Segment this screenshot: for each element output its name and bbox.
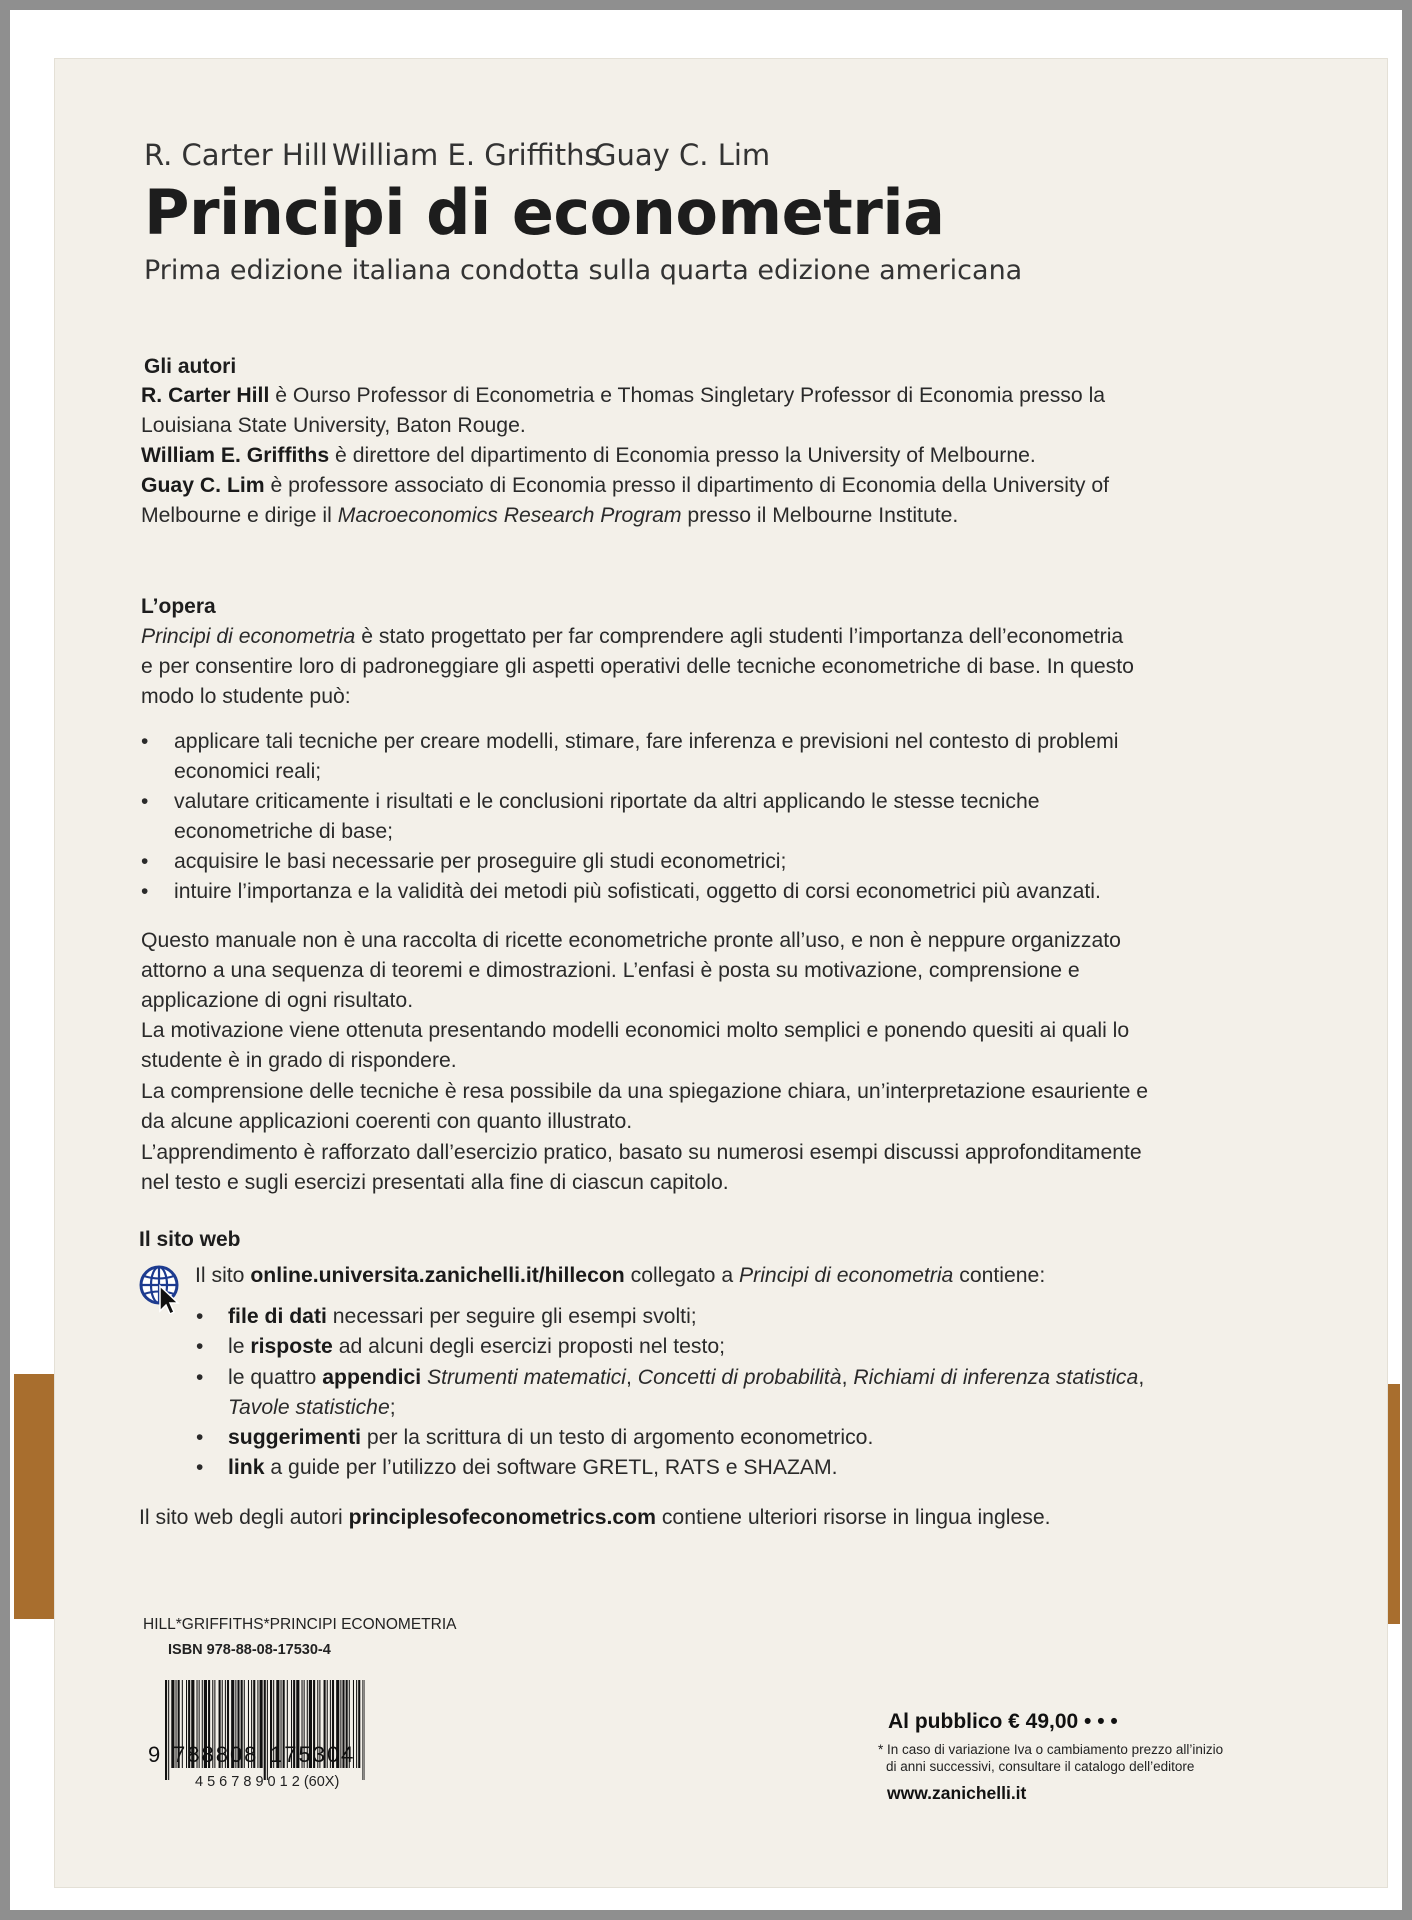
opera-intro-line3: modo lo studente può:	[141, 685, 351, 708]
catalog-code: HILL*GRIFFITHS*PRINCIPI ECONOMETRIA	[143, 1616, 457, 1633]
opera-bullet-1-line2: economici reali;	[174, 760, 322, 783]
price-label: Al pubblico € 49,00 • • •	[888, 1710, 1118, 1733]
barcode-bar	[168, 1680, 169, 1780]
bio-text: è Ourso Professor di Econometria e Thomas Singletary Professor di Economia presso la	[269, 384, 1106, 407]
sito-bullet-2	[228, 1335, 725, 1359]
barcode-bar	[362, 1680, 363, 1780]
opera-paragraph-line: nel testo e sugli esercizi presentati alla fine di ciascun capitolo.	[141, 1171, 729, 1194]
opera-bullet-4: intuire l’importanza e la validità dei metodi più sofisticati, oggetto di corsi econometrici più avanzati.	[174, 880, 1101, 903]
author-bio-hill-line1	[141, 384, 1105, 408]
section-heading-sito: Il sito web	[139, 1228, 241, 1251]
bio-text: è direttore del dipartimento di Economia presso la University of Melbourne.	[329, 444, 1036, 467]
barcode-digit-first: 9	[148, 1742, 161, 1767]
barcode-bar	[264, 1680, 266, 1780]
sito-text: ad alcuni degli esercizi proposti nel testo;	[332, 1335, 726, 1358]
bullet-marker: •	[141, 880, 149, 903]
sito-url-link[interactable]: online.universita.zanichelli.it/hillecon	[250, 1264, 625, 1287]
sito-text: ,	[1138, 1366, 1145, 1389]
sito-text: a guide per l’utilizzo dei software GRETL, RATS e SHAZAM.	[264, 1456, 838, 1479]
bold-term: link	[228, 1456, 265, 1479]
opera-bullet-3: acquisire le basi necessarie per proseguire gli studi econometrici;	[174, 850, 787, 873]
bullet-marker: •	[196, 1366, 204, 1389]
sito-text: Il sito	[195, 1264, 251, 1287]
sito-bullet-1	[228, 1305, 697, 1329]
italic-term: Tavole statistiche	[228, 1396, 390, 1419]
authors-site-line	[139, 1506, 1051, 1530]
author-bio-griffiths	[141, 444, 1036, 468]
isbn-label: ISBN 978-88-08-17530-4	[168, 1642, 331, 1658]
code-line: 4 5 6 7 8 9 0 1 2 (60X)	[195, 1774, 340, 1790]
barcode-bar	[356, 1680, 357, 1768]
author-bio-hill-line2: Louisiana State University, Baton Rouge.	[141, 414, 526, 437]
bullet-marker: •	[196, 1335, 204, 1358]
italic-term: Richiami di inferenza statistica	[853, 1366, 1139, 1389]
bio-name-lim: Guay C. Lim	[141, 474, 265, 497]
bullet-marker: •	[141, 730, 149, 753]
opera-paragraph-line: attorno a una sequenza di teoremi e dimostrazioni. L’enfasi è posta su motivazione, comprensione e	[141, 959, 1080, 982]
sito-bullet-3-line1	[228, 1366, 1144, 1390]
publisher-website-link[interactable]: www.zanichelli.it	[887, 1783, 1027, 1803]
barcode-bar	[260, 1680, 263, 1768]
bullet-marker: •	[196, 1456, 204, 1479]
program-name: Macroeconomics Research Program	[337, 504, 682, 527]
book-title-inline: Principi di econometria	[141, 625, 356, 648]
barcode-bar	[165, 1680, 167, 1780]
author-lim: Guay C. Lim	[594, 138, 771, 172]
author-bio-lim-line1	[141, 474, 1109, 498]
bullet-marker: •	[196, 1305, 204, 1328]
authors-site-url-link[interactable]: principlesofeconometrics.com	[348, 1506, 656, 1529]
bold-term: risposte	[250, 1335, 333, 1358]
italic-term: Strumenti matematici	[421, 1366, 627, 1389]
bio-text: è professore associato di Economia presso il dipartimento di Economia della University of	[264, 474, 1110, 497]
book-title: Principi di econometria	[144, 176, 945, 249]
bio-text: Melbourne e dirige il	[141, 504, 338, 527]
opera-intro-line2: e per consentire loro di padroneggiare gli aspetti operativi delle tecniche econometriche di base. In questo	[141, 655, 1134, 678]
opera-paragraph-line: La motivazione viene ottenuta presentando modelli economici molto semplici e ponendo quesiti ai quali lo	[141, 1019, 1130, 1042]
bold-term: suggerimenti	[228, 1426, 362, 1449]
opera-bullet-1-line1: applicare tali tecniche per creare modelli, stimare, fare inferenza e previsioni nel contesto di problemi	[174, 730, 1119, 753]
sito-bullet-5	[228, 1456, 838, 1480]
barcode-digits-group1: 788808	[173, 1742, 259, 1767]
book-subtitle: Prima edizione italiana condotta sulla quarta edizione americana	[144, 255, 1023, 286]
bold-term: file di dati	[228, 1305, 327, 1328]
book-title-inline: Principi di econometria	[739, 1264, 954, 1287]
barcode-bar	[358, 1680, 360, 1768]
opera-paragraph-line: da alcune applicazioni coerenti con quanto illustrato.	[141, 1110, 633, 1133]
opera-paragraph-line: La comprensione delle tecniche è resa possibile da una spiegazione chiara, un’interpretazione esauriente e	[141, 1080, 1149, 1103]
author-bio-lim-line2	[141, 504, 958, 528]
bio-name-griffiths: William E. Griffiths	[141, 444, 330, 467]
sito-text: collegato a	[624, 1264, 740, 1287]
sito-intro	[195, 1264, 1045, 1288]
sito-text: per la scrittura di un testo di argomento econometrico.	[361, 1426, 874, 1449]
section-heading-autori: Gli autori	[144, 355, 237, 378]
sito-text: necessari per seguire gli esempi svolti;	[326, 1305, 697, 1328]
sito-text: ,	[841, 1366, 854, 1389]
spine-band-left	[14, 1374, 54, 1619]
barcode-bar	[267, 1680, 268, 1780]
opera-paragraph-line: applicazione di ogni risultato.	[141, 989, 414, 1012]
opera-bullet-2-line2: econometriche di base;	[174, 820, 394, 843]
price-note-line1: * In caso di variazione Iva o cambiamento prezzo all’inizio	[878, 1742, 1224, 1757]
sito-text: contiene:	[953, 1264, 1046, 1287]
opera-paragraph-line: L’apprendimento è rafforzato dall’esercizio pratico, basato su numerosi esempi discussi approfonditamente	[141, 1141, 1142, 1164]
opera-paragraph-line: studente è in grado di rispondere.	[141, 1049, 457, 1072]
opera-paragraph-line: Questo manuale non è una raccolta di ricette econometriche pronte all’uso, e non è neppure organizzato	[141, 929, 1121, 952]
bio-name-hill: R. Carter Hill	[141, 384, 270, 407]
bullet-marker: •	[141, 850, 149, 873]
author-griffiths: William E. Griffiths	[332, 138, 600, 172]
opera-bullet-2-line1: valutare criticamente i risultati e le conclusioni riportate da altri applicando le stesse tecniche	[174, 790, 1040, 813]
section-heading-opera: L’opera	[141, 595, 216, 618]
bullet-marker: •	[141, 790, 149, 813]
sito-text: ;	[389, 1396, 396, 1419]
sito-text: Il sito web degli autori	[139, 1506, 349, 1529]
sito-bullet-4	[228, 1426, 873, 1450]
bold-term: appendici	[322, 1366, 422, 1389]
globe-cursor-icon	[138, 1264, 184, 1314]
barcode-bar	[365, 1680, 366, 1780]
italic-term: Concetti di probabilità	[637, 1366, 842, 1389]
opera-intro-line1	[141, 625, 1123, 649]
bullet-marker: •	[196, 1426, 204, 1449]
sito-text: ,	[626, 1366, 638, 1389]
sito-text: le quattro	[228, 1366, 323, 1389]
sito-text: contiene ulteriori risorse in lingua inglese.	[655, 1506, 1051, 1529]
sito-text: le	[228, 1335, 251, 1358]
price-note-line2: di anni successivi, consultare il catalogo dell’editore	[886, 1759, 1195, 1774]
sito-bullet-3-line2	[228, 1396, 396, 1420]
bio-text: presso il Melbourne Institute.	[681, 504, 959, 527]
author-hill: R. Carter Hill	[144, 138, 328, 172]
opera-text: è stato progettato per far comprendere agli studenti l’importanza dell’econometria	[355, 625, 1124, 648]
barcode-digits-group2: 175304	[270, 1742, 356, 1767]
